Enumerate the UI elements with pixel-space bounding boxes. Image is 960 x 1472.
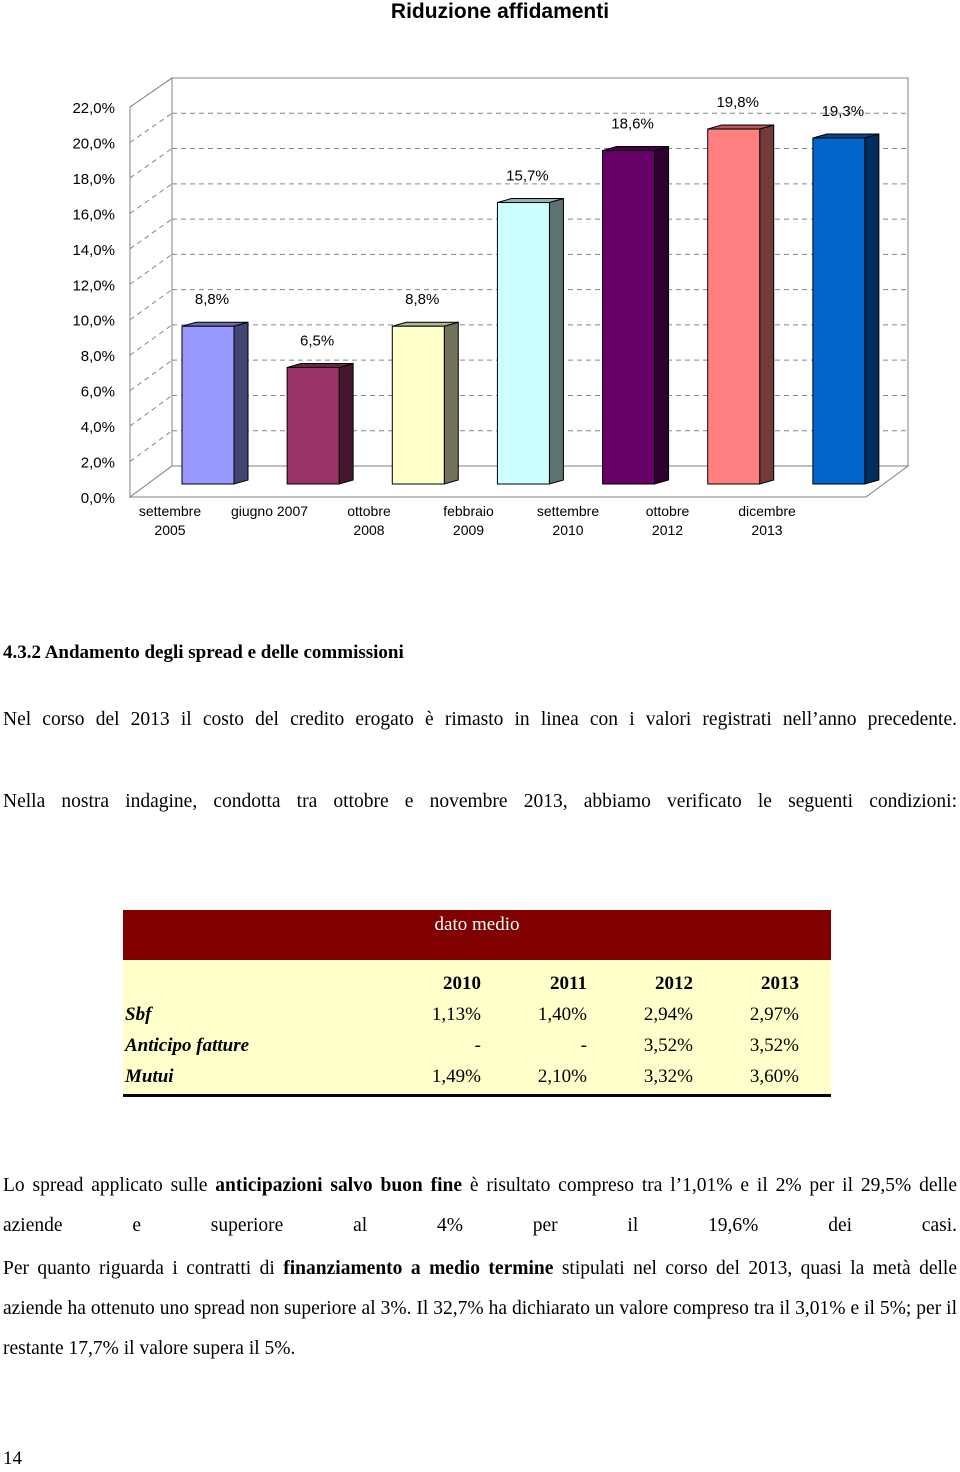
x-tick-label: febbraio — [443, 503, 494, 519]
section-heading: 4.3.2 Andamento degli spread e delle commissioni — [3, 642, 404, 663]
row-label: Mutui — [125, 1065, 174, 1087]
bar — [603, 151, 655, 484]
y-tick-label: 14,0% — [72, 241, 115, 259]
y-tick-label: 18,0% — [72, 170, 115, 188]
table-cell: - — [474, 1034, 481, 1056]
data-label: 19,3% — [821, 103, 865, 120]
table-header: dato medio — [123, 910, 831, 960]
paragraph-sbf-spread: Lo spread applicato sulle anticipazioni salvo buon fine è risultato compreso tra l’1,01% e il 2% per il 29,5% delle aziende e superiore al 4% per il 19,6% dei casi. — [3, 1175, 957, 1236]
year-header: 2010 — [443, 972, 481, 994]
y-tick-label: 12,0% — [72, 277, 115, 295]
x-tick-label: settembre — [138, 503, 202, 519]
table-cell: 1,13% — [431, 1003, 481, 1025]
year-header: 2011 — [550, 972, 587, 994]
bar-side — [339, 363, 353, 484]
data-label: 15,7% — [506, 167, 549, 185]
bar-side — [444, 322, 458, 484]
y-tick-label: 16,0% — [72, 206, 115, 224]
bar-chart — [0, 40, 960, 560]
x-tick-label: 2005 — [154, 522, 186, 538]
x-tick-label: giugno 2007 — [230, 503, 309, 519]
bar — [813, 138, 865, 484]
y-tick-label: 20,0% — [72, 135, 115, 153]
bar-side — [760, 125, 774, 484]
emphasis: finanziamento a medio termine — [283, 1258, 554, 1279]
table-row — [123, 1061, 831, 1092]
y-tick-label: 0,0% — [80, 490, 115, 507]
table-row — [123, 999, 831, 1030]
y-tick-label: 2,0% — [80, 454, 115, 472]
plot-side-wall — [130, 78, 172, 497]
table-row — [123, 1030, 831, 1061]
x-tick-label: 2010 — [552, 522, 584, 538]
y-tick-label: 4,0% — [80, 419, 115, 437]
rate-table — [123, 910, 831, 1097]
paragraph-cost-of-credit: Nel corso del 2013 il costo del credito erogato è rimasto in linea con i valori registrati nell’anno precedente. — [3, 709, 957, 730]
emphasis: anticipazioni salvo buon fine — [215, 1175, 463, 1196]
y-tick-label: 6,0% — [80, 383, 115, 401]
x-tick-label: 2012 — [651, 522, 684, 538]
chart-title: Riduzione affidamenti — [390, 0, 610, 23]
table-year-row — [123, 968, 831, 999]
y-tick-label: 22,0% — [72, 100, 115, 117]
x-tick-label: ottobre — [645, 503, 690, 519]
x-tick-label: settembre — [536, 503, 600, 519]
table-cell: 2,94% — [643, 1003, 693, 1025]
page-number: 14 — [3, 1448, 22, 1469]
x-tick-label: 2008 — [353, 522, 385, 538]
data-label: 6,5% — [300, 332, 335, 350]
table-cell: 3,32% — [643, 1065, 693, 1087]
x-tick-label: 2009 — [452, 522, 485, 538]
year-header: 2013 — [761, 972, 799, 994]
bar — [287, 367, 339, 484]
table-cell: - — [580, 1034, 587, 1056]
x-tick-label: ottobre — [347, 503, 391, 519]
table-cell: 1,49% — [431, 1065, 481, 1087]
y-tick-label: 10,0% — [72, 312, 115, 330]
data-label: 8,8% — [194, 291, 230, 309]
table-cell: 2,10% — [537, 1065, 587, 1087]
table-cell: 3,52% — [749, 1034, 799, 1056]
table-body — [123, 960, 831, 1097]
table-cell: 3,60% — [749, 1065, 799, 1087]
year-header: 2012 — [655, 972, 693, 994]
paragraph-medium-term: Per quanto riguarda i contratti di finanziamento a medio termine stipulati nel corso del 2013, quasi la metà delle aziende ha ottenuto uno spread non superiore al 3%. Il 32,7% ha dichiarato un valore compreso tra il 3,01% e il 5%; per il restante 17,7% il valore supera il 5%. — [3, 1258, 957, 1359]
bar — [182, 326, 234, 484]
paragraph-survey: Nella nostra indagine, condotta tra ottobre e novembre 2013, abbiamo verificato le seguenti condizioni: — [3, 791, 957, 812]
x-tick-label: dicembre — [738, 503, 796, 519]
data-label: 19,8% — [716, 94, 759, 112]
table-cell: 2,97% — [749, 1003, 799, 1025]
row-label: Anticipo fatture — [125, 1034, 250, 1056]
bar — [497, 203, 549, 484]
y-tick-label: 8,0% — [80, 348, 115, 366]
bar-side — [234, 322, 248, 484]
bar-side — [549, 199, 563, 484]
table-cell: 1,40% — [537, 1003, 587, 1025]
x-tick-label: 2013 — [751, 522, 783, 538]
table-cell: 3,52% — [643, 1034, 693, 1056]
data-label: 8,8% — [405, 291, 440, 309]
bar — [392, 326, 444, 484]
bar-side — [655, 147, 669, 484]
bar-side — [865, 134, 879, 484]
bar — [708, 129, 760, 484]
data-label: 18,6% — [611, 115, 654, 133]
row-label: Sbf — [125, 1003, 152, 1025]
